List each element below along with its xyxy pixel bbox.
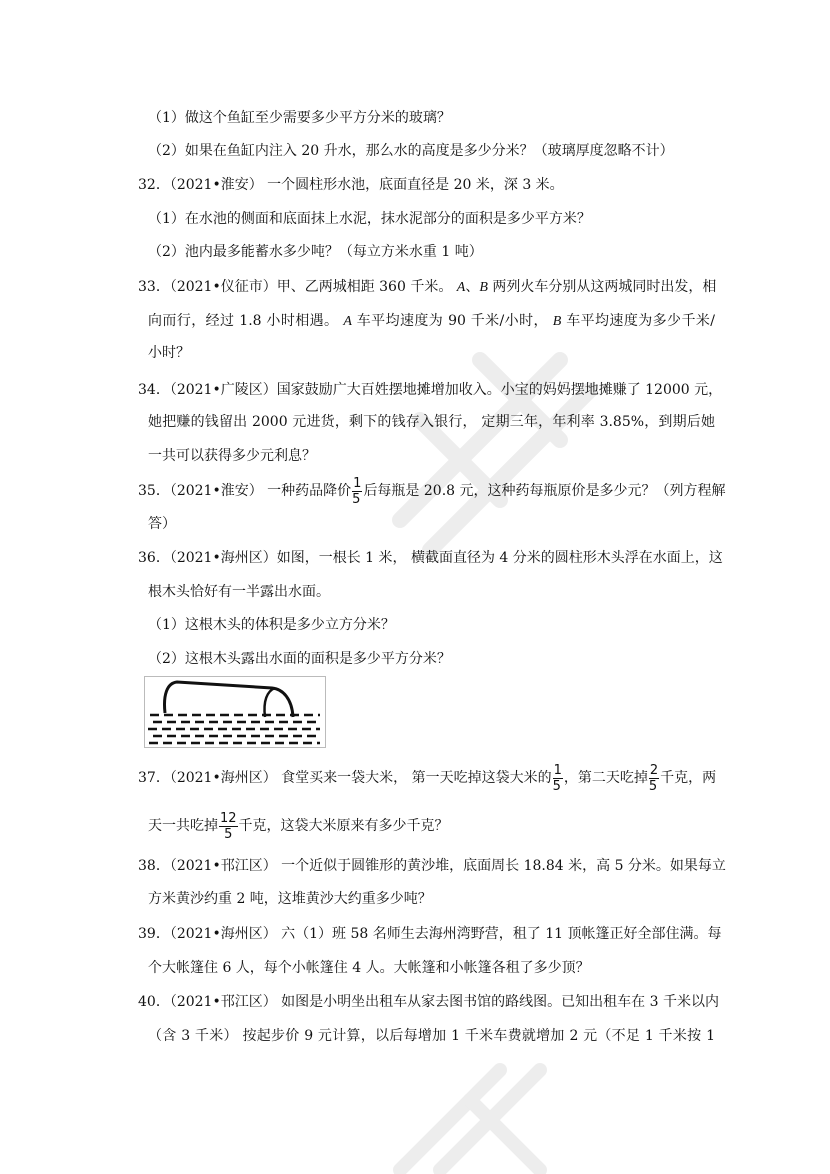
variable: A [343, 314, 352, 329]
text: 两列火车分别从这两城同时出发，相 [487, 279, 717, 295]
variable: B [552, 314, 562, 329]
question-32-part-1: （1）在水池的侧面和底面抹上水泥，抹水泥部分的面积是多少平方米？ [148, 211, 591, 227]
text: 车平均速度为 90 千米/小时， [351, 313, 548, 329]
question-40-line-2: （含 3 千米） 按起步价 9 元计算，以后每增加 1 千米车费就增加 2 元（不足 1 千米按 1 [148, 1028, 715, 1044]
question-31-part-2: （2）如果在鱼缸内注入 20 升水，那么水的高度是多少分米？（玻璃厚度忽略不计） [148, 143, 674, 159]
numerator: 1 [353, 475, 362, 491]
question-37 [138, 760, 715, 796]
numerator: 1 [553, 762, 562, 778]
question-33 [138, 278, 715, 297]
question-38-line-2: 方米黄沙约重 2 吨，这堆黄沙大约重多少吨？ [148, 891, 432, 907]
text: 天一共吃掉 [148, 818, 218, 834]
denominator: 5 [648, 778, 658, 794]
question-36: 36．（2021•海州区）如图，一根长 1 米， 横截面直径为 4 分米的圆柱形木头浮在水面上，这 [138, 550, 723, 566]
watermark-logo [380, 1060, 580, 1174]
fraction [649, 763, 659, 794]
fraction [219, 811, 238, 842]
question-39-line-2: 个大帐篷住 6 人，每个小帐篷住 4 人。大帐篷和小帐篷各租了多少顶？ [148, 960, 590, 976]
question-32: 32．（2021•淮安） 一个圆柱形水池，底面直径是 20 米，深 3 米。 [138, 177, 564, 193]
question-33-line-3: 小时？ [148, 345, 190, 361]
text: 后每瓶是 20.8 元，这种药每瓶原价是多少元？（列方程解 [363, 483, 726, 499]
question-36-part-1: （1）这根木头的体积是多少立方分米？ [148, 617, 395, 633]
denominator: 5 [224, 826, 233, 842]
text: 、 [465, 279, 480, 295]
question-39: 39．（2021•海州区） 六（1）班 58 名师生去海州湾野营，租了 11 顶帐篷正好全部住满。每 [138, 926, 722, 942]
text: 37．（2021•海州区） 食堂买来一袋大米， 第一天吃掉这袋大米的 [138, 770, 552, 786]
question-38: 38．（2021•邗江区） 一个近似于圆锥形的黄沙堆，底面周长 18.84 米，高 5 分米。如果每立 [138, 858, 726, 874]
question-33-line-2 [148, 312, 715, 331]
text: 千克，两 [660, 770, 717, 786]
text: 车平均速度为多少千米/ [561, 313, 716, 329]
fraction [553, 763, 563, 794]
log-in-water-illustration [145, 677, 325, 747]
question-40: 40．（2021•邗江区） 如图是小明坐出租车从家去图书馆的路线图。已知出租车在 3 千米以内 [138, 994, 719, 1010]
question-34-line-2: 她把赚的钱留出 2000 元进货，剩下的钱存入银行， 定期三年，年利率 3.85%，到期后她 [148, 414, 715, 430]
question-37-line-2 [148, 808, 715, 844]
variable: A [456, 280, 466, 295]
text: 35．（2021•淮安） 一种药品降价 [138, 483, 352, 499]
text: 千克，这袋大米原来有多少千克？ [238, 818, 449, 834]
text: ，第二天吃掉 [563, 770, 648, 786]
question-35-line-2: 答） [148, 516, 176, 532]
denominator: 5 [552, 778, 561, 794]
text: 向而行，经过 1.8 小时相遇。 [148, 313, 339, 329]
question-36-line-2: 根木头恰好有一半露出水面。 [148, 584, 330, 600]
question-31-part-1: （1）做这个鱼缸至少需要多少平方分米的玻璃？ [148, 110, 451, 126]
question-34: 34．（2021•广陵区）国家鼓励广大百姓摆地摊增加收入。小宝的妈妈摆地摊赚了 12000 元， [138, 382, 723, 398]
question-35 [138, 474, 726, 508]
text: 33．（2021•仪征市）甲、乙两城相距 360 千米。 [138, 279, 453, 295]
question-32-part-2: （2）池内最多能蓄水多少吨？（每立方米水重 1 吨） [148, 244, 483, 260]
numerator: 12 [220, 810, 237, 826]
fraction [352, 476, 362, 507]
question-34-line-3: 一共可以获得多少元利息？ [148, 448, 316, 464]
floating-log-figure [144, 676, 326, 748]
variable: B [479, 280, 488, 295]
question-36-part-2: （2）这根木头露出水面的面积是多少平方分米？ [148, 651, 451, 667]
denominator: 5 [352, 491, 361, 507]
numerator: 2 [649, 762, 659, 778]
